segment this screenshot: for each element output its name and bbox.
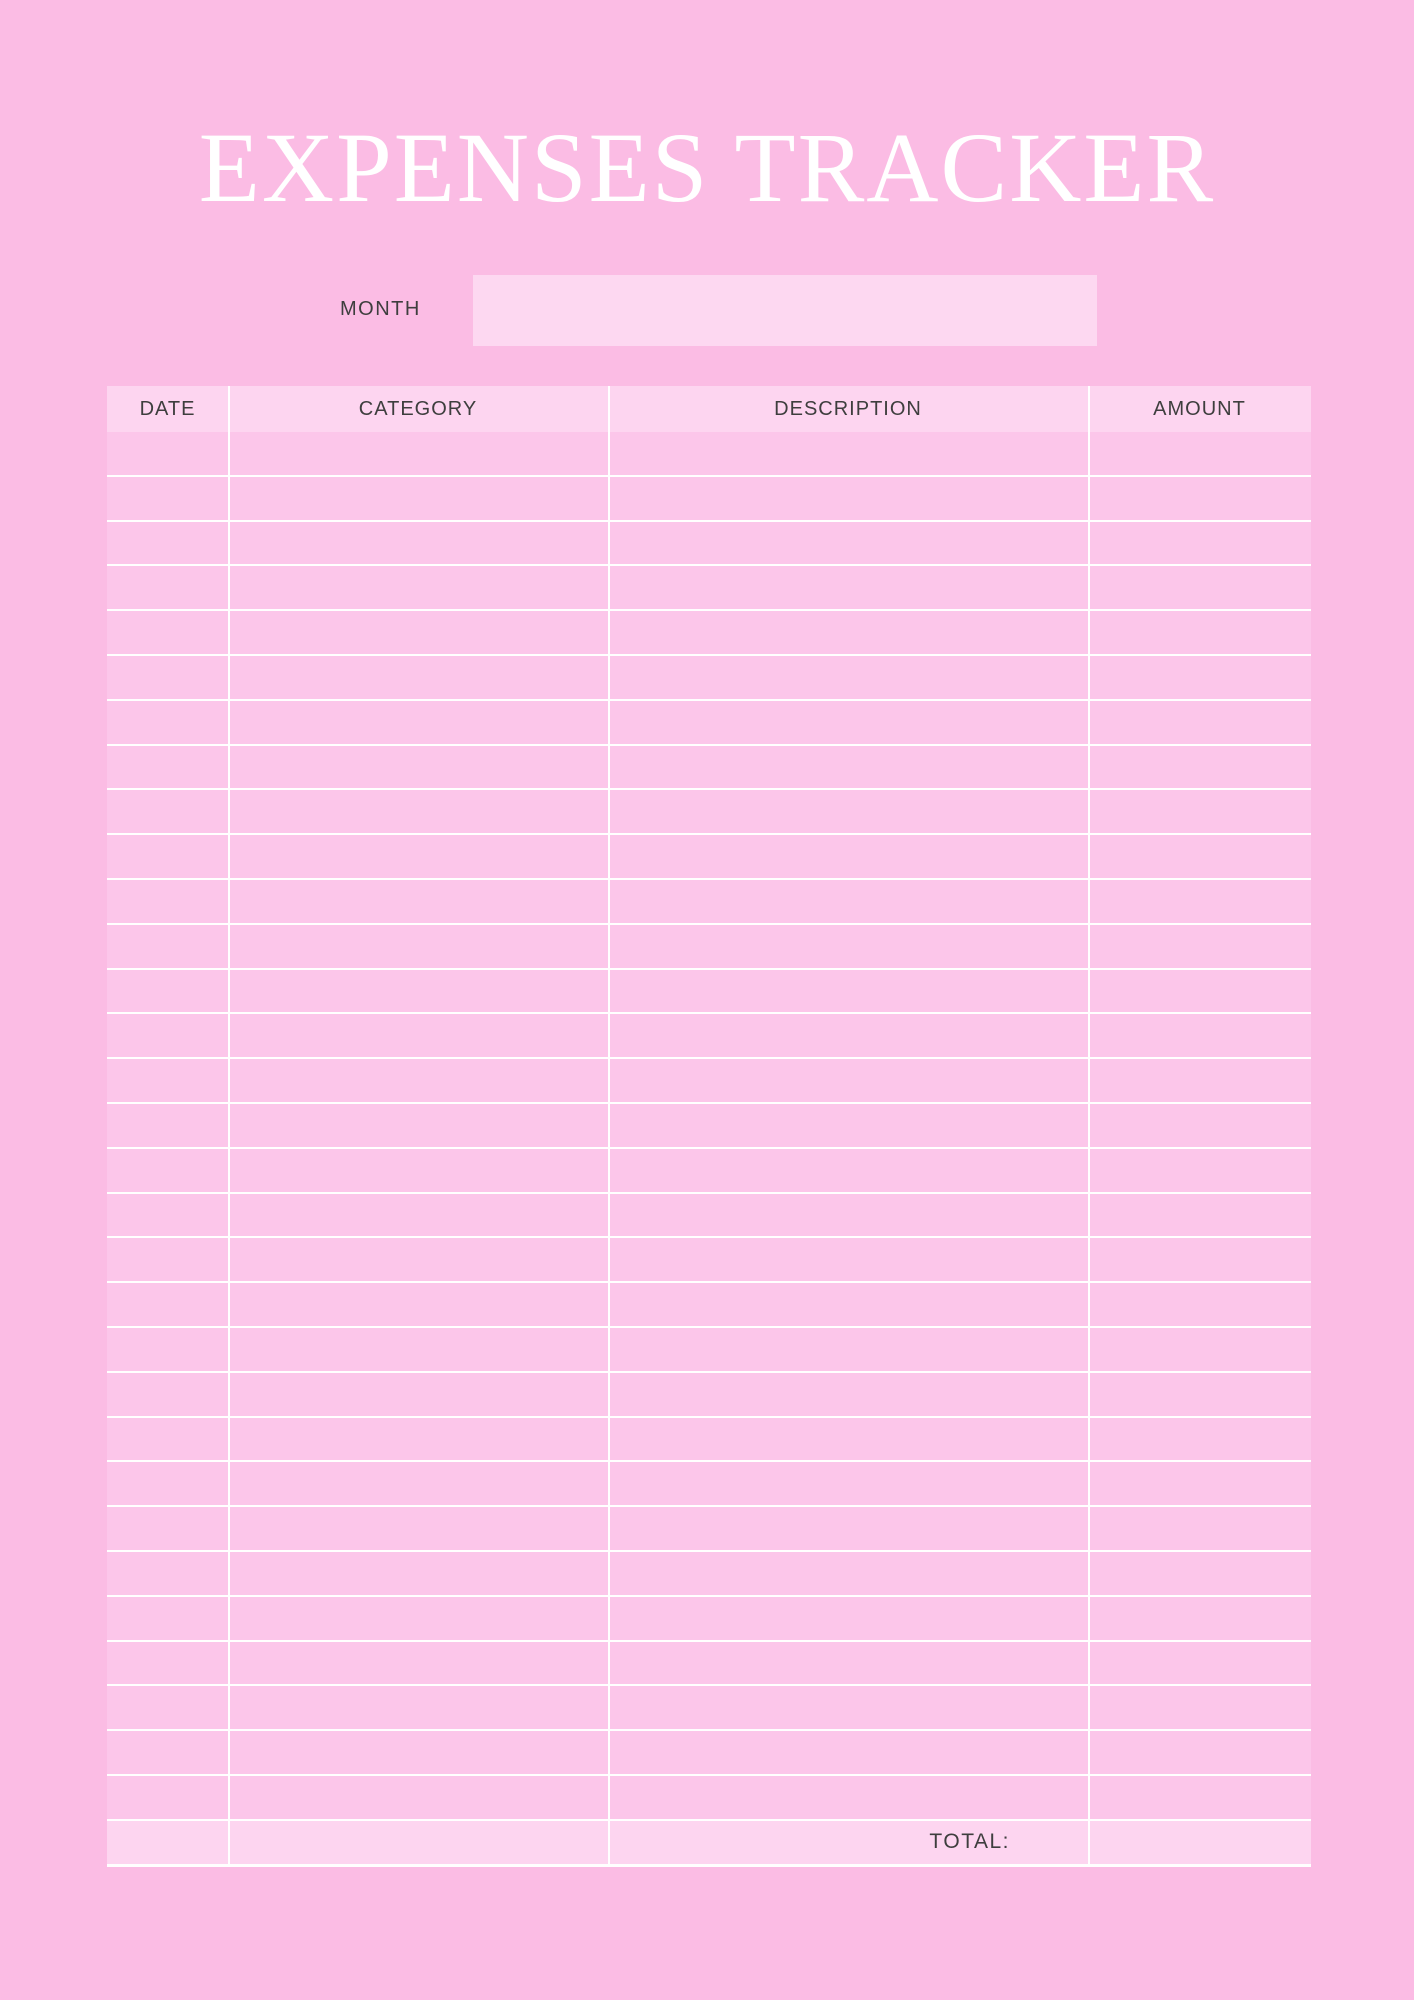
cell-description[interactable] bbox=[608, 880, 1088, 923]
cell-description[interactable] bbox=[608, 790, 1088, 833]
cell-category[interactable] bbox=[228, 656, 608, 699]
cell-amount[interactable] bbox=[1088, 1552, 1311, 1595]
cell-description[interactable] bbox=[608, 1373, 1088, 1416]
cell-date[interactable] bbox=[107, 611, 228, 654]
cell-date[interactable] bbox=[107, 1552, 228, 1595]
table-row bbox=[107, 611, 1311, 656]
table-row bbox=[107, 835, 1311, 880]
cell-description[interactable] bbox=[608, 1059, 1088, 1102]
cell-amount[interactable] bbox=[1088, 432, 1311, 475]
cell-date[interactable] bbox=[107, 1642, 228, 1685]
cell-date[interactable] bbox=[107, 1328, 228, 1371]
cell-amount[interactable] bbox=[1088, 1104, 1311, 1147]
cell-description[interactable] bbox=[608, 432, 1088, 475]
cell-description[interactable] bbox=[608, 1552, 1088, 1595]
table-header-row bbox=[107, 386, 1311, 432]
month-input[interactable] bbox=[473, 275, 1097, 346]
cell-category[interactable] bbox=[228, 835, 608, 878]
cell-description[interactable] bbox=[608, 656, 1088, 699]
cell-amount[interactable] bbox=[1088, 1059, 1311, 1102]
cell-description[interactable] bbox=[608, 1194, 1088, 1237]
cell-date[interactable] bbox=[107, 1238, 228, 1281]
cell-amount[interactable] bbox=[1088, 1597, 1311, 1640]
cell-date[interactable] bbox=[107, 1194, 228, 1237]
total-row bbox=[107, 1821, 1311, 1867]
cell-date[interactable] bbox=[107, 477, 228, 520]
cell-date[interactable] bbox=[107, 1731, 228, 1774]
table-row bbox=[107, 1373, 1311, 1418]
cell-amount[interactable] bbox=[1088, 1328, 1311, 1371]
cell-category[interactable] bbox=[228, 611, 608, 654]
cell-date[interactable] bbox=[107, 970, 228, 1013]
cell-description[interactable] bbox=[608, 1686, 1088, 1729]
cell-description[interactable] bbox=[608, 566, 1088, 609]
table-body bbox=[107, 432, 1311, 1821]
cell-amount[interactable] bbox=[1088, 880, 1311, 923]
cell-category[interactable] bbox=[228, 880, 608, 923]
cell-amount[interactable] bbox=[1088, 1283, 1311, 1326]
cell-amount[interactable] bbox=[1088, 746, 1311, 789]
cell-amount[interactable] bbox=[1088, 790, 1311, 833]
table-row bbox=[107, 1014, 1311, 1059]
cell-category[interactable] bbox=[228, 1194, 608, 1237]
cell-category[interactable] bbox=[228, 432, 608, 475]
cell-description[interactable] bbox=[608, 1731, 1088, 1774]
cell-category[interactable] bbox=[228, 1686, 608, 1729]
table-row bbox=[107, 790, 1311, 835]
cell-category[interactable] bbox=[228, 1462, 608, 1505]
cell-date[interactable] bbox=[107, 746, 228, 789]
cell-amount[interactable] bbox=[1088, 835, 1311, 878]
table-row bbox=[107, 1597, 1311, 1642]
cell-date[interactable] bbox=[107, 880, 228, 923]
page-title: EXPENSES TRACKER bbox=[198, 112, 1216, 223]
cell-category[interactable] bbox=[228, 746, 608, 789]
cell-description[interactable] bbox=[608, 1597, 1088, 1640]
cell-date[interactable] bbox=[107, 566, 228, 609]
cell-description[interactable] bbox=[608, 1104, 1088, 1147]
cell-amount[interactable] bbox=[1088, 1149, 1311, 1192]
cell-category[interactable] bbox=[228, 1238, 608, 1281]
cell-date[interactable] bbox=[107, 1418, 228, 1461]
table-row bbox=[107, 477, 1311, 522]
header-category: CATEGORY bbox=[358, 397, 478, 420]
cell-date[interactable] bbox=[107, 1149, 228, 1192]
cell-amount[interactable] bbox=[1088, 1731, 1311, 1774]
table-row bbox=[107, 701, 1311, 746]
cell-description[interactable] bbox=[608, 1507, 1088, 1550]
cell-date[interactable] bbox=[107, 790, 228, 833]
cell-amount[interactable] bbox=[1088, 701, 1311, 744]
cell-amount[interactable] bbox=[1088, 656, 1311, 699]
month-label: MONTH bbox=[340, 298, 421, 320]
table-row bbox=[107, 1507, 1311, 1552]
cell-amount[interactable] bbox=[1088, 1238, 1311, 1281]
cell-description[interactable] bbox=[608, 522, 1088, 565]
cell-amount[interactable] bbox=[1088, 1373, 1311, 1416]
cell-amount[interactable] bbox=[1088, 1462, 1311, 1505]
cell-category[interactable] bbox=[228, 1597, 608, 1640]
cell-category[interactable] bbox=[228, 1552, 608, 1595]
cell-category[interactable] bbox=[228, 925, 608, 968]
cell-date[interactable] bbox=[107, 701, 228, 744]
cell-date[interactable] bbox=[107, 1507, 228, 1550]
table-row bbox=[107, 1059, 1311, 1104]
cell-category[interactable] bbox=[228, 1373, 608, 1416]
total-amount-cell[interactable] bbox=[1088, 1821, 1311, 1864]
cell-category[interactable] bbox=[228, 1731, 608, 1774]
table-row bbox=[107, 432, 1311, 477]
table-row bbox=[107, 1104, 1311, 1149]
table-row bbox=[107, 970, 1311, 1015]
cell-category[interactable] bbox=[228, 970, 608, 1013]
table-row bbox=[107, 1686, 1311, 1731]
cell-amount[interactable] bbox=[1088, 1776, 1311, 1819]
cell-date[interactable] bbox=[107, 1597, 228, 1640]
table-row bbox=[107, 522, 1311, 567]
cell-amount[interactable] bbox=[1088, 1507, 1311, 1550]
header-amount: AMOUNT bbox=[1153, 397, 1246, 420]
table-row bbox=[107, 1462, 1311, 1507]
cell-amount[interactable] bbox=[1088, 925, 1311, 968]
cell-category[interactable] bbox=[228, 1283, 608, 1326]
cell-category[interactable] bbox=[228, 1014, 608, 1057]
cell-description[interactable] bbox=[608, 1462, 1088, 1505]
cell-amount[interactable] bbox=[1088, 522, 1311, 565]
column-divider bbox=[1088, 386, 1090, 1867]
header-description: DESCRIPTION bbox=[774, 397, 922, 420]
cell-category[interactable] bbox=[228, 1642, 608, 1685]
column-divider bbox=[608, 386, 610, 1867]
table-row bbox=[107, 880, 1311, 925]
cell-amount[interactable] bbox=[1088, 1686, 1311, 1729]
cell-amount[interactable] bbox=[1088, 1014, 1311, 1057]
cell-description[interactable] bbox=[608, 835, 1088, 878]
cell-category[interactable] bbox=[228, 701, 608, 744]
cell-description[interactable] bbox=[608, 1642, 1088, 1685]
cell-date[interactable] bbox=[107, 522, 228, 565]
expenses-table bbox=[107, 386, 1311, 1867]
cell-description[interactable] bbox=[608, 1776, 1088, 1819]
cell-category[interactable] bbox=[228, 1776, 608, 1819]
cell-description[interactable] bbox=[608, 1283, 1088, 1326]
cell-date[interactable] bbox=[107, 1373, 228, 1416]
cell-category[interactable] bbox=[228, 1328, 608, 1371]
cell-description[interactable] bbox=[608, 1149, 1088, 1192]
table-row bbox=[107, 1194, 1311, 1239]
total-label: TOTAL: bbox=[929, 1830, 1010, 1854]
table-row bbox=[107, 1642, 1311, 1687]
cell-description[interactable] bbox=[608, 1418, 1088, 1461]
cell-amount[interactable] bbox=[1088, 970, 1311, 1013]
cell-category[interactable] bbox=[228, 1104, 608, 1147]
cell-description[interactable] bbox=[608, 1014, 1088, 1057]
column-divider bbox=[228, 386, 230, 1867]
cell-date[interactable] bbox=[107, 1014, 228, 1057]
cell-date[interactable] bbox=[107, 835, 228, 878]
cell-description[interactable] bbox=[608, 1238, 1088, 1281]
cell-description[interactable] bbox=[608, 925, 1088, 968]
cell-category[interactable] bbox=[228, 477, 608, 520]
header-date: DATE bbox=[139, 397, 196, 420]
cell-description[interactable] bbox=[608, 1328, 1088, 1371]
cell-description[interactable] bbox=[608, 701, 1088, 744]
cell-date[interactable] bbox=[107, 1776, 228, 1819]
cell-category[interactable] bbox=[228, 1418, 608, 1461]
table-row bbox=[107, 1552, 1311, 1597]
cell-amount[interactable] bbox=[1088, 1642, 1311, 1685]
table-row bbox=[107, 656, 1311, 701]
cell-date[interactable] bbox=[107, 656, 228, 699]
cell-date[interactable] bbox=[107, 925, 228, 968]
cell-date[interactable] bbox=[107, 1059, 228, 1102]
cell-date[interactable] bbox=[107, 1686, 228, 1729]
cell-description[interactable] bbox=[608, 970, 1088, 1013]
table-row bbox=[107, 925, 1311, 970]
table-row bbox=[107, 1283, 1311, 1328]
cell-date[interactable] bbox=[107, 1104, 228, 1147]
cell-amount[interactable] bbox=[1088, 1418, 1311, 1461]
cell-category[interactable] bbox=[228, 790, 608, 833]
cell-amount[interactable] bbox=[1088, 477, 1311, 520]
cell-category[interactable] bbox=[228, 566, 608, 609]
cell-category[interactable] bbox=[228, 1149, 608, 1192]
table-row bbox=[107, 1328, 1311, 1373]
table-row bbox=[107, 1418, 1311, 1463]
table-row bbox=[107, 746, 1311, 791]
cell-category[interactable] bbox=[228, 1059, 608, 1102]
cell-date[interactable] bbox=[107, 1283, 228, 1326]
cell-category[interactable] bbox=[228, 1507, 608, 1550]
cell-date[interactable] bbox=[107, 432, 228, 475]
cell-amount[interactable] bbox=[1088, 566, 1311, 609]
table-row bbox=[107, 1776, 1311, 1821]
cell-description[interactable] bbox=[608, 477, 1088, 520]
cell-category[interactable] bbox=[228, 522, 608, 565]
cell-description[interactable] bbox=[608, 611, 1088, 654]
cell-description[interactable] bbox=[608, 746, 1088, 789]
table-row bbox=[107, 566, 1311, 611]
cell-amount[interactable] bbox=[1088, 611, 1311, 654]
cell-amount[interactable] bbox=[1088, 1194, 1311, 1237]
cell-date[interactable] bbox=[107, 1462, 228, 1505]
table-row bbox=[107, 1149, 1311, 1194]
table-row bbox=[107, 1238, 1311, 1283]
table-row bbox=[107, 1731, 1311, 1776]
